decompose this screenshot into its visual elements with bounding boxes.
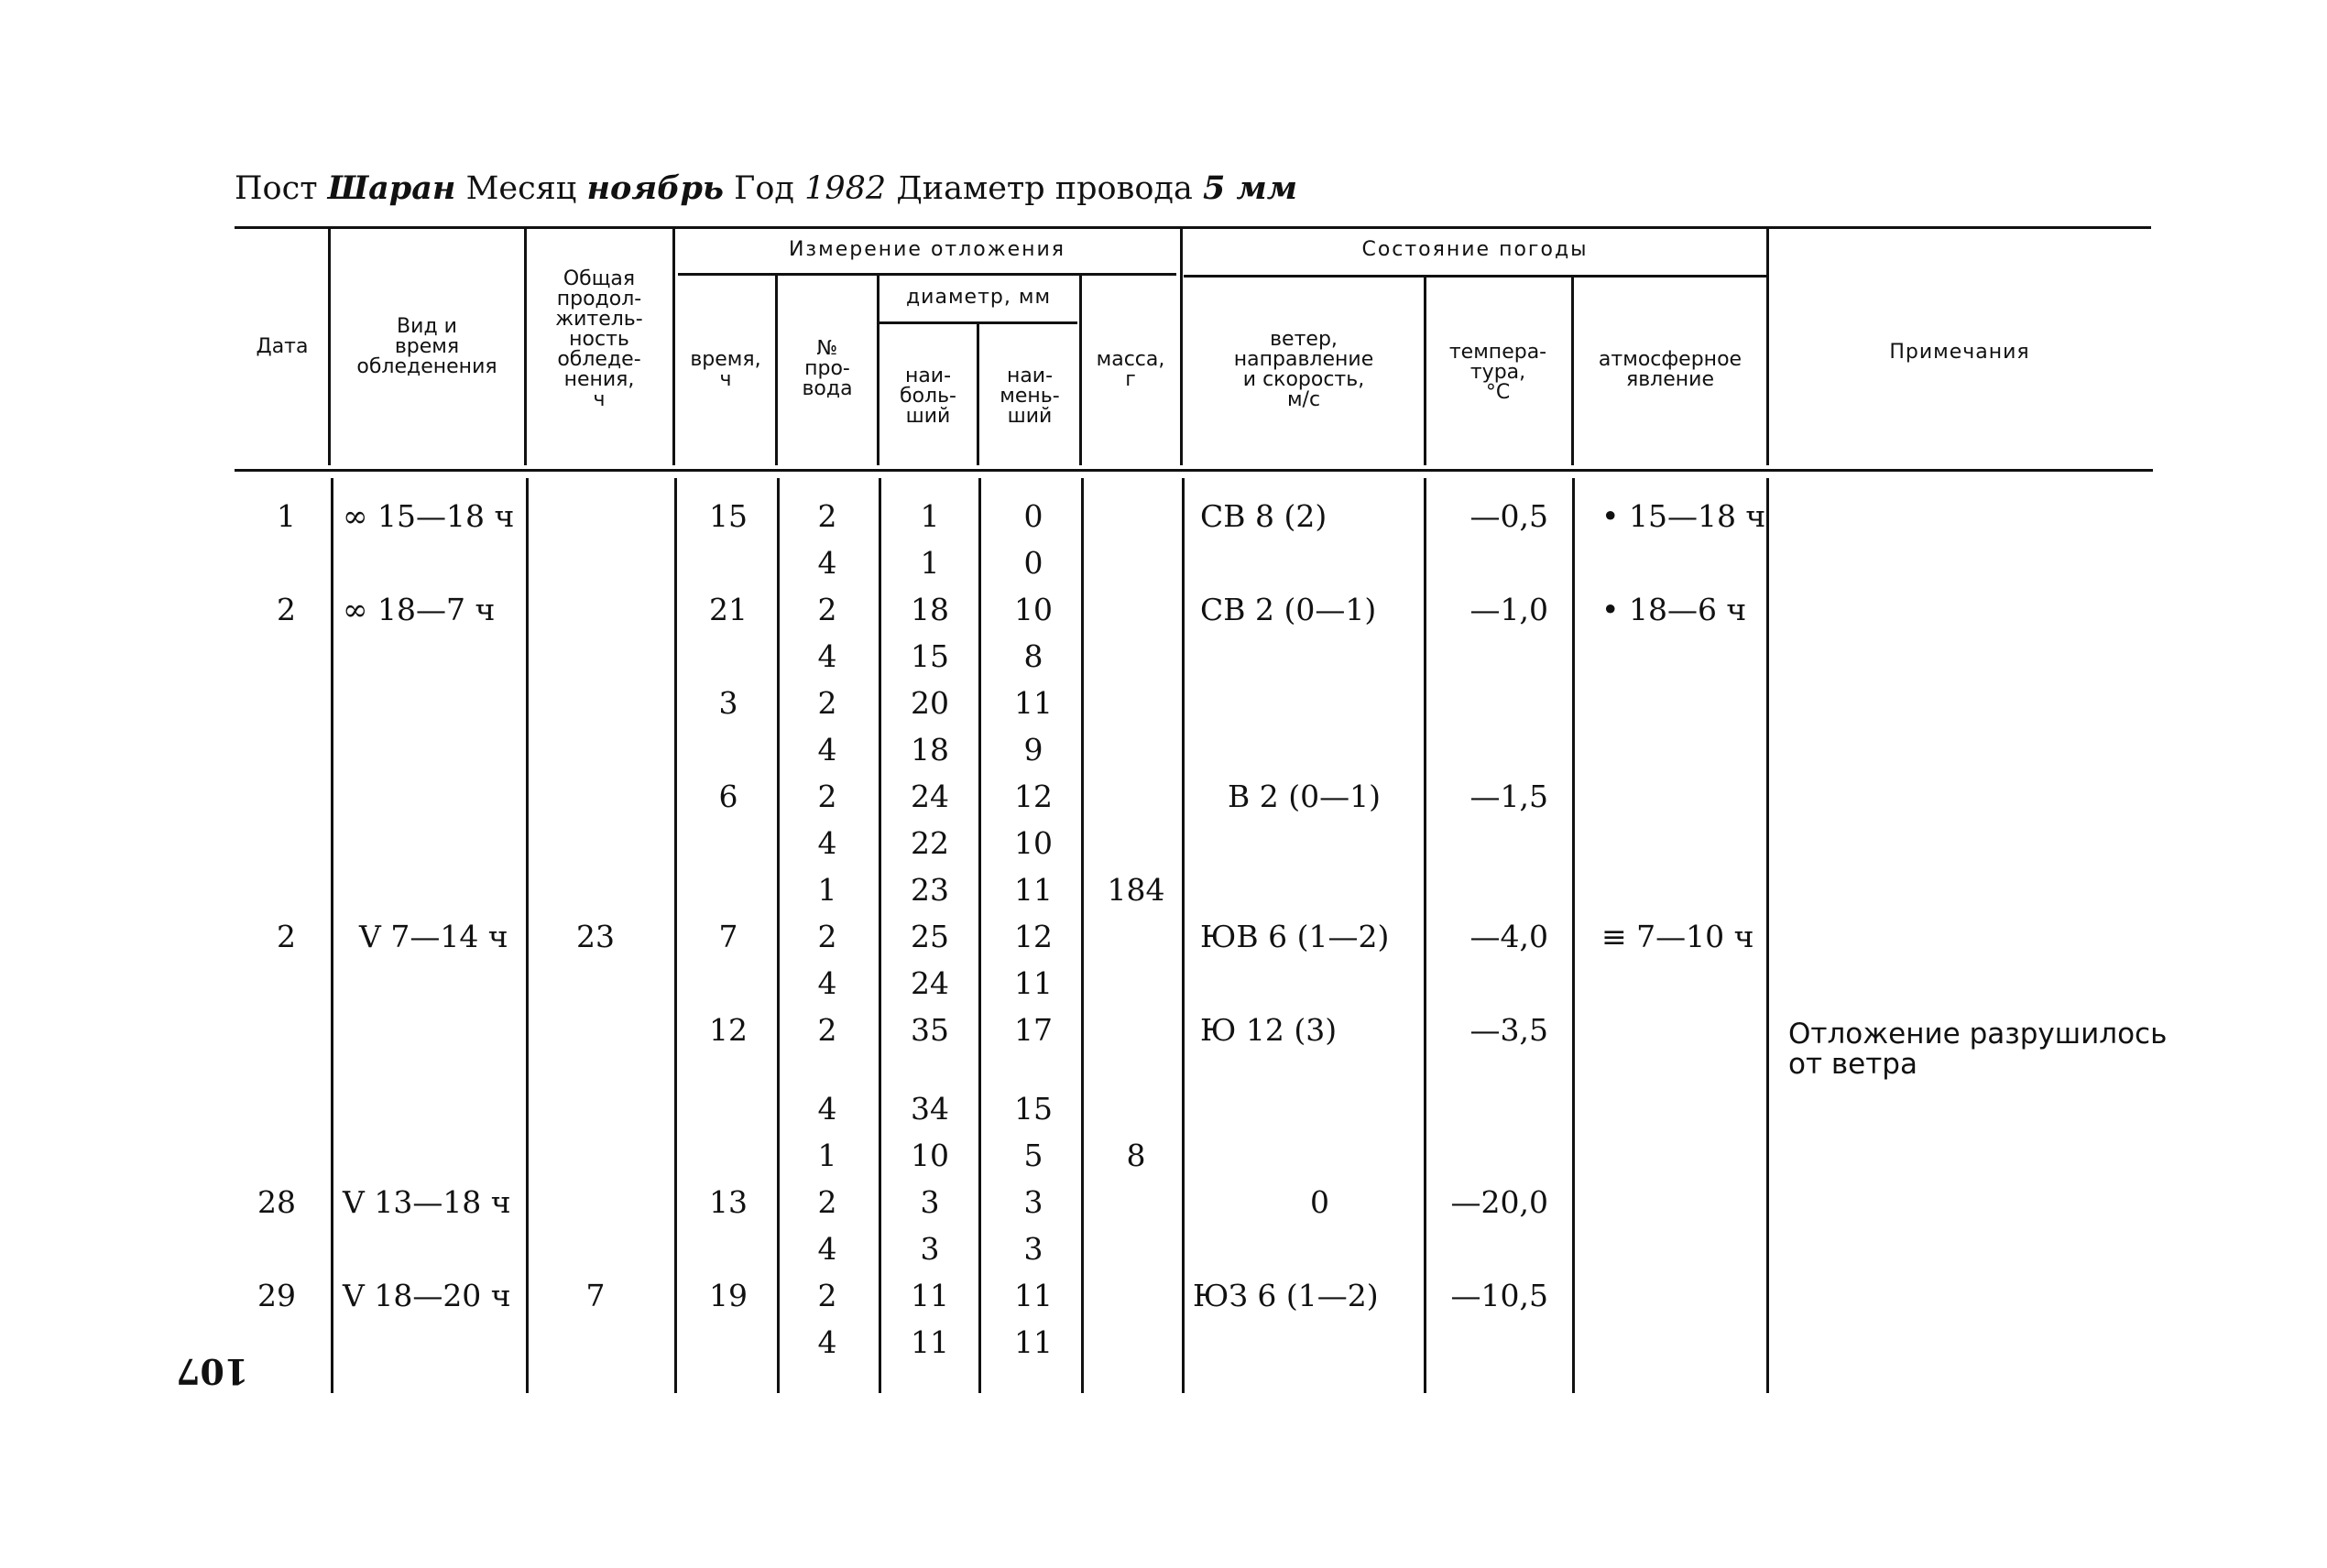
cell-wire: 2 — [817, 919, 837, 954]
cell-date: 28 — [257, 1184, 296, 1220]
weather-group-rule — [1184, 275, 1766, 278]
cell-phenomenon: ≡ 7—10 ч — [1601, 919, 1754, 954]
month-value: ноябрь — [586, 169, 725, 207]
cell-wire: 4 — [817, 638, 837, 674]
cell-dmin: 3 — [1023, 1184, 1043, 1220]
cell-wire: 2 — [817, 1278, 837, 1313]
cell-wire: 4 — [817, 825, 837, 861]
cell-dmax: 35 — [911, 1012, 949, 1048]
cell-temp: —4,0 — [1469, 919, 1548, 954]
cell-dmin: 11 — [1014, 965, 1053, 1001]
cell-time: 12 — [709, 1012, 748, 1048]
cell-wind: В 2 (0—1) — [1228, 779, 1381, 814]
cell-time: 6 — [718, 779, 738, 814]
header-wire: № про- вода — [802, 337, 853, 400]
cell-mass: 184 — [1107, 872, 1165, 908]
cell-wire: 1 — [817, 1138, 837, 1173]
year-label: Год — [734, 170, 794, 207]
cell-dmax: 11 — [911, 1278, 949, 1313]
post-name: Шаран — [327, 169, 456, 207]
cell-date: 2 — [277, 919, 296, 954]
cell-dmin: 15 — [1014, 1091, 1053, 1127]
cell-icing: V 13—18 ч — [343, 1184, 511, 1220]
cell-temp: —10,5 — [1450, 1278, 1548, 1313]
cell-phenomenon: • 15—18 ч — [1601, 498, 1766, 534]
cell-date: 29 — [257, 1278, 296, 1313]
cell-time: 3 — [718, 685, 738, 721]
cell-dmax: 11 — [911, 1324, 949, 1360]
cell-wind: СВ 2 (0—1) — [1200, 592, 1377, 627]
cell-wire: 2 — [817, 779, 837, 814]
header-measurement: Измерение отложения — [788, 238, 1066, 261]
cell-wire: 4 — [817, 1091, 837, 1127]
cell-time: 19 — [709, 1278, 748, 1313]
cell-time: 7 — [718, 919, 738, 954]
header-phenomenon: атмосферное явление — [1598, 348, 1743, 391]
cell-wire: 2 — [817, 1012, 837, 1048]
cell-wind: СВ 8 (2) — [1200, 498, 1327, 534]
year-value: 1982 — [804, 170, 887, 207]
cell-dmin: 8 — [1023, 638, 1043, 674]
cell-dmax: 18 — [911, 592, 949, 627]
cell-dmax: 1 — [920, 498, 940, 534]
header-divider — [977, 323, 979, 465]
cell-dmax: 22 — [911, 825, 949, 861]
cell-wire: 2 — [817, 498, 837, 534]
table-top-rule — [235, 226, 2151, 229]
cell-dmax: 3 — [920, 1231, 940, 1267]
cell-wire: 4 — [817, 1231, 837, 1267]
cell-date: 2 — [277, 592, 296, 627]
cell-icing: V 18—20 ч — [343, 1278, 511, 1313]
cell-wire: 4 — [817, 1324, 837, 1360]
cell-temp: —1,0 — [1469, 592, 1548, 627]
cell-dmax: 34 — [911, 1091, 949, 1127]
cell-icing: ∞ 15—18 ч — [343, 498, 515, 534]
cell-dmin: 11 — [1014, 1324, 1053, 1360]
cell-icing: ∞ 18—7 ч — [343, 592, 496, 627]
cell-dmin: 11 — [1014, 1278, 1053, 1313]
cell-dmin: 10 — [1014, 592, 1053, 627]
cell-wire: 4 — [817, 965, 837, 1001]
cell-dmin: 12 — [1014, 779, 1053, 814]
body-divider — [674, 478, 677, 1393]
cell-phenomenon: • 18—6 ч — [1601, 592, 1747, 627]
cell-dmax: 15 — [911, 638, 949, 674]
cell-dmin: 17 — [1014, 1012, 1053, 1048]
header-icing: Вид и время обледенения — [356, 315, 497, 378]
cell-dmin: 11 — [1014, 872, 1053, 908]
header-mass: масса, г — [1096, 348, 1165, 391]
cell-dmax: 23 — [911, 872, 949, 908]
body-divider — [331, 478, 333, 1393]
header-bottom-rule — [235, 469, 2153, 472]
body-divider — [777, 478, 780, 1393]
header-wind: ветер, направление и скорость, м/с — [1233, 328, 1374, 411]
header-notes: Примечания — [1889, 341, 2030, 364]
measurement-group-rule — [678, 273, 1176, 276]
body-divider — [1766, 478, 1769, 1393]
cell-wire: 2 — [817, 1184, 837, 1220]
diameter-label: Диаметр провода — [896, 170, 1193, 207]
cell-duration: 7 — [585, 1278, 606, 1313]
cell-dmin: 3 — [1023, 1231, 1043, 1267]
header-divider — [775, 275, 778, 465]
cell-dmin: 5 — [1023, 1138, 1043, 1173]
body-divider — [978, 478, 981, 1393]
header-dmin: наи- мень- ший — [1000, 365, 1060, 428]
cell-wind: 0 — [1310, 1184, 1329, 1220]
cell-time: 21 — [709, 592, 748, 627]
cell-dmax: 24 — [911, 965, 949, 1001]
header-divider — [524, 229, 527, 465]
cell-time: 13 — [709, 1184, 748, 1220]
cell-wire: 4 — [817, 545, 837, 581]
cell-dmin: 9 — [1023, 732, 1043, 768]
cell-dmax: 1 — [920, 545, 940, 581]
header-temp: темпера- тура, °С — [1448, 341, 1547, 404]
cell-dmin: 0 — [1023, 498, 1043, 534]
page-number: 107 — [176, 1351, 249, 1392]
cell-dmin: 0 — [1023, 545, 1043, 581]
cell-dmax: 25 — [911, 919, 949, 954]
cell-temp: —20,0 — [1450, 1184, 1548, 1220]
cell-time: 15 — [709, 498, 748, 534]
cell-dmin: 10 — [1014, 825, 1053, 861]
cell-temp: —3,5 — [1469, 1012, 1548, 1048]
cell-wind: ЮВ 6 (1—2) — [1200, 919, 1390, 954]
cell-wind: Ю 12 (3) — [1200, 1012, 1338, 1048]
header-divider — [672, 229, 675, 465]
cell-dmax: 3 — [920, 1184, 940, 1220]
body-divider — [879, 478, 881, 1393]
body-divider — [1424, 478, 1426, 1393]
body-divider — [1081, 478, 1084, 1393]
cell-mass: 8 — [1126, 1138, 1146, 1173]
header-dmax: наи- боль- ший — [900, 365, 956, 428]
post-label: Пост — [235, 170, 318, 207]
cell-wire: 2 — [817, 592, 837, 627]
cell-temp: —1,5 — [1469, 779, 1548, 814]
header-date: Дата — [256, 335, 309, 358]
cell-dmax: 10 — [911, 1138, 949, 1173]
header-diameter: диаметр, мм — [905, 286, 1052, 309]
header-divider — [328, 229, 331, 465]
cell-dmax: 24 — [911, 779, 949, 814]
cell-icing: V 7—14 ч — [359, 919, 508, 954]
cell-wire: 4 — [817, 732, 837, 768]
body-divider — [1572, 478, 1575, 1393]
cell-date: 1 — [277, 498, 296, 534]
header-divider — [1180, 229, 1183, 465]
header-duration: Общая продол- житель- ность обледе- нения, ч — [555, 267, 643, 411]
cell-duration: 23 — [576, 919, 615, 954]
month-label: Месяц — [465, 170, 577, 207]
body-divider — [526, 478, 529, 1393]
diameter-value: 5 мм — [1202, 169, 1298, 207]
cell-wire: 2 — [817, 685, 837, 721]
cell-dmin: 12 — [1014, 919, 1053, 954]
cell-wind: ЮЗ 6 (1—2) — [1193, 1278, 1379, 1313]
cell-note: Отложение разрушилось от ветра — [1788, 1018, 2168, 1081]
cell-dmax: 18 — [911, 732, 949, 768]
header-time: время, ч — [690, 348, 761, 391]
cell-dmax: 20 — [911, 685, 949, 721]
cell-wire: 1 — [817, 872, 837, 908]
header-weather: Состояние погоды — [1361, 238, 1589, 261]
body-divider — [1182, 478, 1185, 1393]
cell-temp: —0,5 — [1469, 498, 1548, 534]
cell-dmin: 11 — [1014, 685, 1053, 721]
